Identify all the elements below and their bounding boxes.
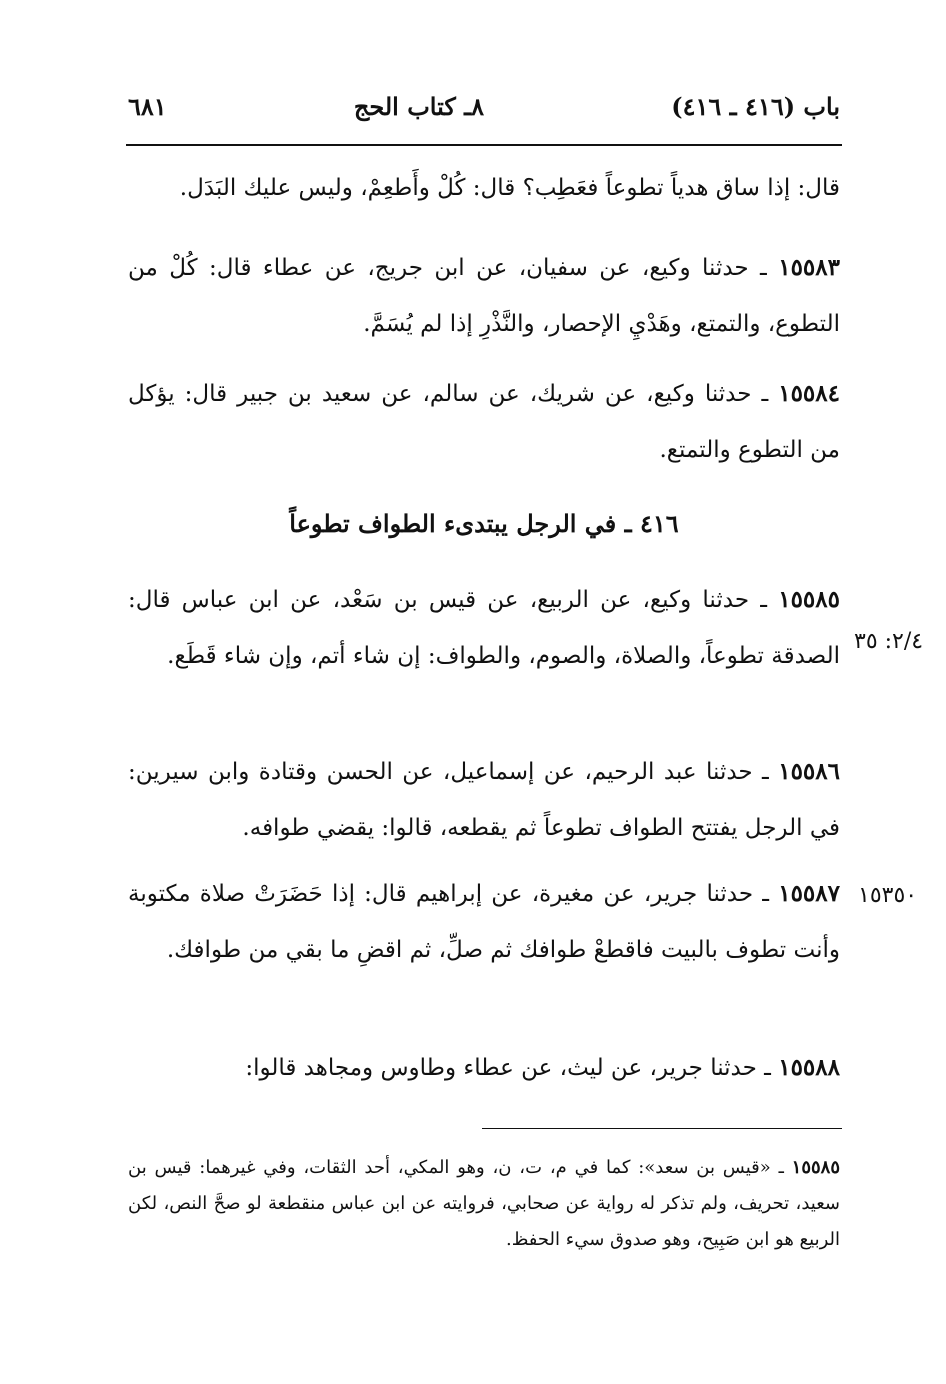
hadith-text: ـ حدثنا عبد الرحيم، عن إسماعيل، عن الحسن وقتادة وابن سيرين: في الرجل يفتتح الطواف تطوعاً ثم يقطعه، قالوا: يقضي طوافه. [128, 759, 840, 841]
book-title: ٨ـ كتاب الحج [353, 91, 485, 121]
hadith-15586 [128, 744, 840, 856]
footnote-divider [482, 1128, 842, 1129]
hadith-text: ـ حدثنا وكيع، عن شريك، عن سالم، عن سعيد بن جبير قال: يؤكل من التطوع والتمتع. [128, 381, 840, 463]
header-divider [126, 144, 842, 146]
hadith-number: ١٥٥٨٨ [778, 1054, 840, 1081]
footnote [128, 1150, 840, 1258]
hadith-15584 [128, 366, 840, 478]
hadith-text: ـ حدثنا وكيع، عن الربيع، عن قيس بن سَعْد، عن ابن عباس قال: الصدقة تطوعاً، والصلاة، والصوم، والطواف: إن شاء أتم، وإن شاء قَطَع. [128, 587, 840, 669]
hadith-text: ـ حدثنا جرير، عن مغيرة، عن إبراهيم قال: إذا حَضَرَتْ صلاة مكتوبة وأنت تطوف بالبيت فاقطعْ طوافك ثم صلِّ، ثم اقضِ ما بقي من طوافك. [128, 881, 840, 963]
hadith-15588 [128, 1040, 840, 1096]
hadith-number: ١٥٥٨٤ [778, 380, 840, 407]
footnote-number: ١٥٥٨٥ [791, 1157, 840, 1178]
hadith-number: ١٥٥٨٣ [778, 254, 840, 281]
page-number: ٦٨١ [128, 91, 167, 121]
running-header [128, 82, 840, 130]
margin-reference: ١٥٣٥٠ [858, 883, 918, 908]
paragraph-text: قال: إذا ساق هدياً تطوعاً فعَطِب؟ قال: كُلْ وأَطعِمْ، وليس عليك البَدَل. [179, 175, 840, 201]
chapter-range: باب (٤١٦ ـ ٤١٦) [671, 91, 840, 121]
footnote-text: ـ «قيس بن سعد»: كما في م، ت، ن، وهو المكي، أحد الثقات، وفي غيرهما: قيس بن سعيد، تحريف، ولم تذكر له رواية عن صحابي، فروايته عن ابن عباس منقطعة لو صحَّ النص، لكن الربيع هو ابن صَبِيح، وهو صدوق سيء الحفظ. [128, 1157, 840, 1250]
hadith-number: ١٥٥٨٥ [778, 586, 840, 613]
hadith-text: ـ حدثنا وكيع، عن سفيان، عن ابن جريج، عن عطاء قال: كُلْ من التطوع، والتمتع، وهَدْيِ الإحصار، والنَّذْرِ إذا لم يُسَمَّ. [128, 255, 840, 337]
hadith-number: ١٥٥٨٦ [778, 758, 840, 785]
hadith-15583 [128, 240, 840, 352]
margin-reference: ٢/٤: ٣٥ [854, 629, 924, 654]
hadith-text: ـ حدثنا جرير، عن ليث، عن عطاء وطاوس ومجاهد قالوا: [245, 1055, 779, 1081]
hadith-number: ١٥٥٨٧ [778, 880, 840, 907]
hadith-15587 [128, 866, 840, 978]
chapter-heading: ٤١٦ ـ في الرجل يبتدىء الطواف تطوعاً [289, 509, 679, 538]
hadith-15585 [128, 572, 840, 684]
paragraph-continuation [128, 160, 840, 216]
